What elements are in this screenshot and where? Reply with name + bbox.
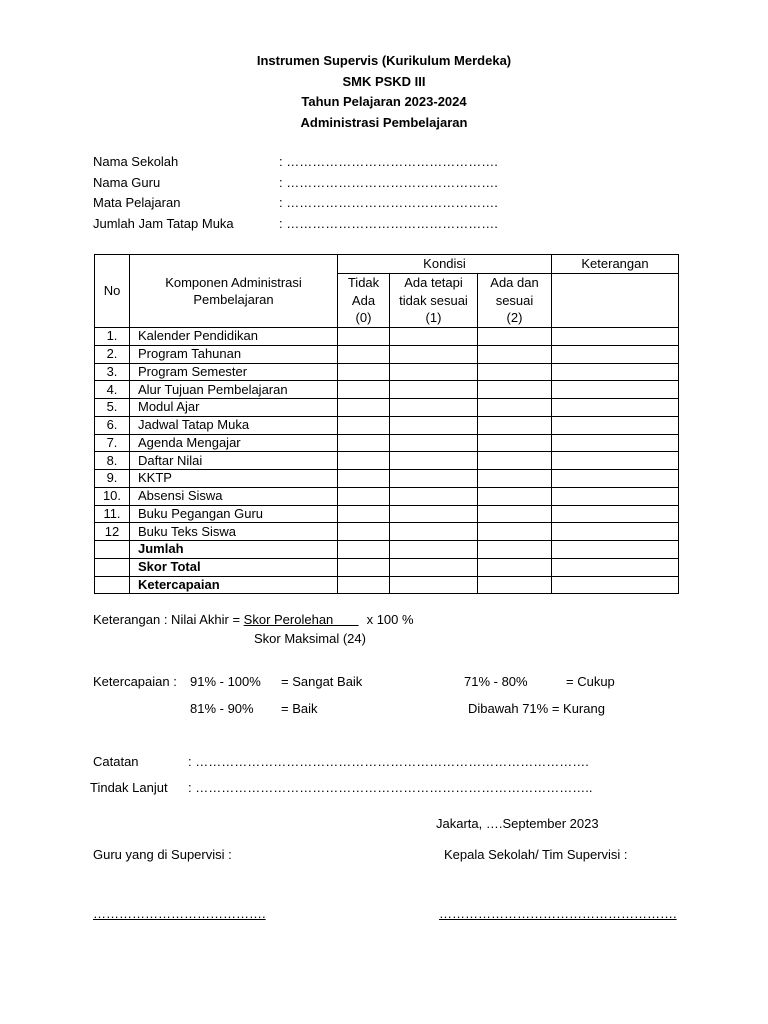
- condition-cell: [478, 416, 552, 434]
- condition-cell: [478, 541, 552, 559]
- header-line: (2): [506, 310, 523, 325]
- condition-cell: [478, 505, 552, 523]
- condition-cell: [390, 505, 478, 523]
- row-number: 8.: [95, 452, 130, 470]
- keterangan-cell: [552, 416, 679, 434]
- condition-cell: [478, 345, 552, 363]
- principal-signature-label: Kepala Sekolah/ Tim Supervisi :: [444, 847, 628, 862]
- component-name: KKTP: [130, 470, 338, 488]
- supervision-table: [94, 254, 679, 594]
- formula-prefix: Keterangan : Nilai Akhir =: [93, 612, 244, 627]
- header-line: sesuai: [495, 292, 534, 308]
- row-number: 7.: [95, 434, 130, 452]
- header-title: Instrumen Supervis (Kurikulum Merdeka): [256, 53, 512, 68]
- header-line: Ada: [351, 292, 376, 308]
- condition-cell: [338, 505, 390, 523]
- component-name: Modul Ajar: [130, 399, 338, 417]
- info-row-hours: [93, 214, 553, 235]
- teacher-signature-label: Guru yang di Supervisi :: [93, 847, 232, 862]
- info-label: Mata Pelajaran: [93, 195, 181, 210]
- teacher-signature-line: ………………………………….: [93, 906, 266, 921]
- formula-denominator: Skor Maksimal (24): [254, 631, 366, 646]
- condition-cell: [478, 576, 552, 594]
- summary-label: Jumlah: [130, 541, 338, 559]
- condition-cell: [390, 576, 478, 594]
- condition-cell: [478, 399, 552, 417]
- component-name: Program Semester: [130, 363, 338, 381]
- grade-good: = Baik: [281, 701, 318, 716]
- header-line: Ada tetapi: [404, 275, 463, 290]
- column-header-keterangan: Keterangan: [552, 255, 679, 274]
- achievement-label: Ketercapaian :: [93, 674, 177, 689]
- header-school: SMK PSKD III: [342, 73, 426, 89]
- grade-very-good: = Sangat Baik: [281, 674, 363, 689]
- condition-cell: [390, 363, 478, 381]
- table-row: [95, 434, 679, 452]
- condition-cell: [478, 558, 552, 576]
- condition-cell: [390, 541, 478, 559]
- table-row: [95, 470, 679, 488]
- keterangan-cell: [552, 558, 679, 576]
- keterangan-cell: [552, 434, 679, 452]
- summary-row: [95, 558, 679, 576]
- header-line: Ada dan: [490, 275, 539, 290]
- row-number: 12: [95, 523, 130, 541]
- column-header-no: No: [95, 255, 130, 328]
- component-name: Kalender Pendidikan: [130, 328, 338, 346]
- table-row: [95, 523, 679, 541]
- grade-less: Dibawah 71% = Kurang: [468, 701, 605, 716]
- catatan-value: : ……………………………………………………………………………….: [188, 754, 589, 769]
- row-number: 11.: [95, 505, 130, 523]
- keterangan-subheader: [552, 274, 679, 328]
- info-row-teacher: [93, 173, 553, 194]
- condition-cell: [478, 470, 552, 488]
- place-date: Jakarta, ….September 2023: [436, 816, 599, 831]
- numerator-text: Skor Perolehan: [243, 612, 334, 627]
- condition-cell: [390, 416, 478, 434]
- condition-cell: [390, 470, 478, 488]
- tindak-lanjut-value: : ………………………………………………………………………………..: [188, 780, 593, 795]
- condition-cell: [338, 345, 390, 363]
- table-row: [95, 416, 679, 434]
- row-number: 2.: [95, 345, 130, 363]
- summary-label: Skor Total: [130, 558, 338, 576]
- info-value: : ………………………………………….: [279, 154, 498, 169]
- info-value: : ………………………………………….: [279, 215, 498, 231]
- condition-cell: [338, 558, 390, 576]
- formula-numerator: [244, 610, 359, 629]
- condition-cell: [338, 541, 390, 559]
- condition-cell: [478, 452, 552, 470]
- keterangan-cell: [552, 541, 679, 559]
- info-row-subject: [93, 193, 553, 214]
- keterangan-cell: [552, 505, 679, 523]
- table-row: [95, 328, 679, 346]
- condition-cell: [338, 434, 390, 452]
- range-enough: 71% - 80%: [464, 674, 528, 689]
- condition-cell: [338, 381, 390, 399]
- condition-cell: [478, 363, 552, 381]
- keterangan-cell: [552, 452, 679, 470]
- condition-cell: [390, 381, 478, 399]
- summary-row: [95, 576, 679, 594]
- notes-section: [0, 753, 768, 805]
- header-line: (1): [425, 310, 442, 325]
- keterangan-cell: [552, 363, 679, 381]
- header-line: (0): [355, 310, 372, 325]
- summary-row: [95, 541, 679, 559]
- condition-cell: [478, 487, 552, 505]
- row-number: 9.: [95, 470, 130, 488]
- keterangan-cell: [552, 345, 679, 363]
- condition-cell: [338, 363, 390, 381]
- row-number: 10.: [95, 487, 130, 505]
- keterangan-cell: [552, 381, 679, 399]
- condition-cell: [390, 487, 478, 505]
- header-line: Tidak: [347, 275, 380, 290]
- header-line: tidak sesuai: [399, 292, 468, 308]
- component-name: Agenda Mengajar: [130, 434, 338, 452]
- component-name: Absensi Siswa: [130, 487, 338, 505]
- component-name: Daftar Nilai: [130, 452, 338, 470]
- table-row: [95, 505, 679, 523]
- condition-cell: [338, 328, 390, 346]
- condition-cell: [478, 523, 552, 541]
- catatan-label: Catatan: [93, 754, 139, 769]
- condition-cell: [390, 328, 478, 346]
- keterangan-cell: [552, 576, 679, 594]
- table-row: [95, 452, 679, 470]
- column-header-kondisi: Kondisi: [338, 255, 552, 274]
- table-row: [95, 487, 679, 505]
- keterangan-cell: [552, 328, 679, 346]
- condition-cell: [338, 523, 390, 541]
- condition-cell: [338, 470, 390, 488]
- grade-enough: = Cukup: [566, 674, 615, 689]
- row-number: [95, 541, 130, 559]
- header-year: Tahun Pelajaran 2023-2024: [301, 94, 467, 109]
- component-name: Buku Pegangan Guru: [130, 505, 338, 523]
- condition-cell: [478, 381, 552, 399]
- keterangan-cell: [552, 487, 679, 505]
- range-good: 81% - 90%: [190, 701, 254, 716]
- row-number: [95, 576, 130, 594]
- condition-cell: [478, 328, 552, 346]
- column-header-component: [130, 255, 338, 328]
- condition-cell: [338, 399, 390, 417]
- range-very-good: 91% - 100%: [190, 674, 261, 689]
- column-header-component-line1: Komponen Administrasi: [165, 274, 302, 290]
- keterangan-cell: [552, 470, 679, 488]
- keterangan-cell: [552, 523, 679, 541]
- principal-signature-line: ……………………………………………….: [439, 906, 677, 921]
- component-name: Jadwal Tatap Muka: [130, 416, 338, 434]
- row-number: [95, 558, 130, 576]
- table-row: [95, 399, 679, 417]
- tindak-lanjut-label: Tindak Lanjut: [90, 780, 168, 795]
- table-row: [95, 381, 679, 399]
- table-row: [95, 345, 679, 363]
- keterangan-cell: [552, 399, 679, 417]
- row-number: 6.: [95, 416, 130, 434]
- row-number: 5.: [95, 399, 130, 417]
- achievement-scale: [93, 673, 653, 727]
- component-name: Buku Teks Siswa: [130, 523, 338, 541]
- formula-multiplier: x 100 %: [366, 612, 414, 627]
- condition-cell: [390, 558, 478, 576]
- condition-cell: [390, 452, 478, 470]
- row-number: 3.: [95, 363, 130, 381]
- info-label: Nama Guru: [93, 174, 161, 190]
- condition-cell: [338, 487, 390, 505]
- info-value: : ………………………………………….: [279, 174, 498, 190]
- row-number: 1.: [95, 328, 130, 346]
- condition-cell: [390, 399, 478, 417]
- condition-cell: [338, 416, 390, 434]
- condition-cell: [390, 523, 478, 541]
- column-header-ada-sesuai: [478, 274, 552, 328]
- condition-cell: [390, 345, 478, 363]
- column-header-ada-tidak-sesuai: [390, 274, 478, 328]
- table-row: [95, 363, 679, 381]
- info-value: : ………………………………………….: [279, 195, 498, 210]
- header-subject: Administrasi Pembelajaran: [300, 114, 468, 130]
- condition-cell: [338, 452, 390, 470]
- info-label: Nama Sekolah: [93, 154, 179, 169]
- identity-section: [93, 152, 553, 234]
- row-number: 4.: [95, 381, 130, 399]
- column-header-component-line2: Pembelajaran: [193, 292, 274, 307]
- condition-cell: [338, 576, 390, 594]
- component-name: Alur Tujuan Pembelajaran: [130, 381, 338, 399]
- info-label: Jumlah Jam Tatap Muka: [93, 215, 234, 231]
- component-name: Program Tahunan: [130, 345, 338, 363]
- info-row-school: [93, 152, 553, 173]
- condition-cell: [390, 434, 478, 452]
- column-header-tidak-ada: [338, 274, 390, 328]
- document-header: [0, 51, 768, 133]
- summary-label: Ketercapaian: [130, 576, 338, 594]
- score-formula: [93, 610, 593, 648]
- condition-cell: [478, 434, 552, 452]
